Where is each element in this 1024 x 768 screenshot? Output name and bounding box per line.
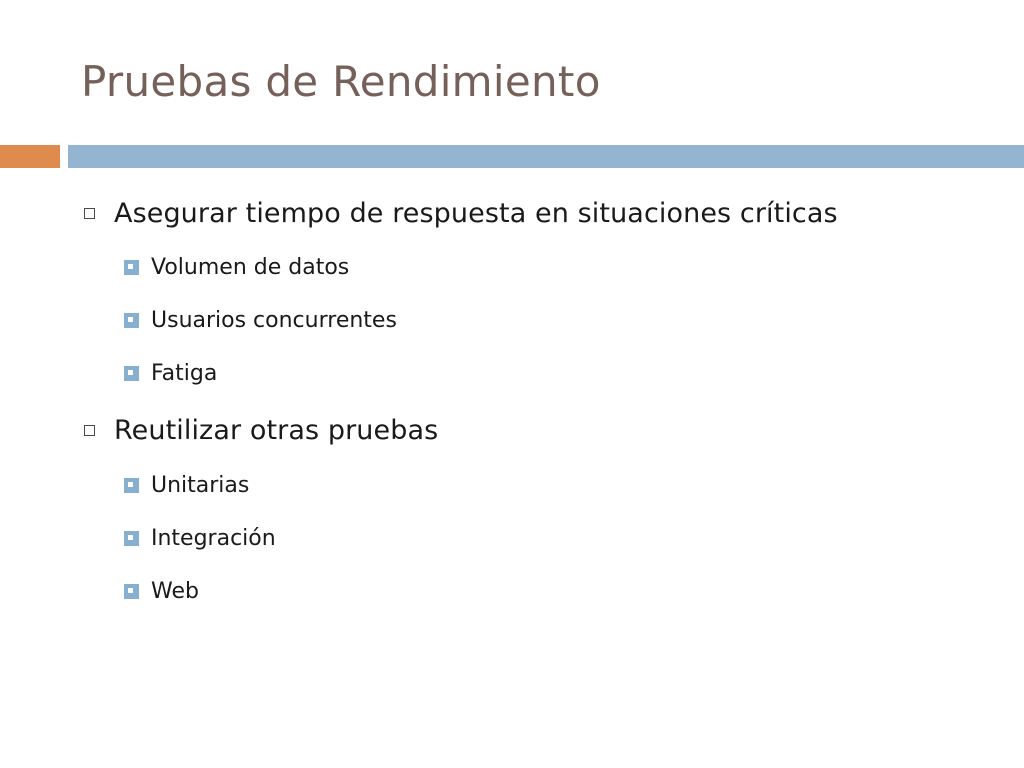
bullet-text: Reutilizar otras pruebas xyxy=(114,414,439,446)
bullet-text: Asegurar tiempo de respuesta en situaciones críticas xyxy=(114,197,838,229)
square-bullet-icon xyxy=(124,366,139,381)
sub-bullet-item xyxy=(124,468,249,502)
bullet-item xyxy=(84,408,438,452)
hollow-square-bullet-icon xyxy=(84,208,95,219)
square-bullet-icon xyxy=(124,313,139,328)
hollow-square-bullet-icon xyxy=(84,425,95,436)
square-bullet-icon xyxy=(124,531,139,546)
sub-bullet-item xyxy=(124,356,217,390)
sub-bullet-text: Volumen de datos xyxy=(151,254,350,280)
sub-bullet-item xyxy=(124,250,349,284)
sub-bullet-item xyxy=(124,521,276,555)
sub-bullet-item xyxy=(124,574,199,608)
square-bullet-icon xyxy=(124,584,139,599)
sub-bullet-text: Usuarios concurrentes xyxy=(151,307,397,333)
square-bullet-icon xyxy=(124,260,139,275)
sub-bullet-text: Unitarias xyxy=(151,472,250,498)
sub-bullet-text: Web xyxy=(151,578,199,604)
square-bullet-icon xyxy=(124,478,139,493)
slide-title: Pruebas de Rendimiento xyxy=(81,57,601,106)
sub-bullet-text: Integración xyxy=(151,525,276,551)
sub-bullet-text: Fatiga xyxy=(151,360,218,386)
sub-bullet-item xyxy=(124,303,397,337)
bullet-item xyxy=(84,191,838,235)
